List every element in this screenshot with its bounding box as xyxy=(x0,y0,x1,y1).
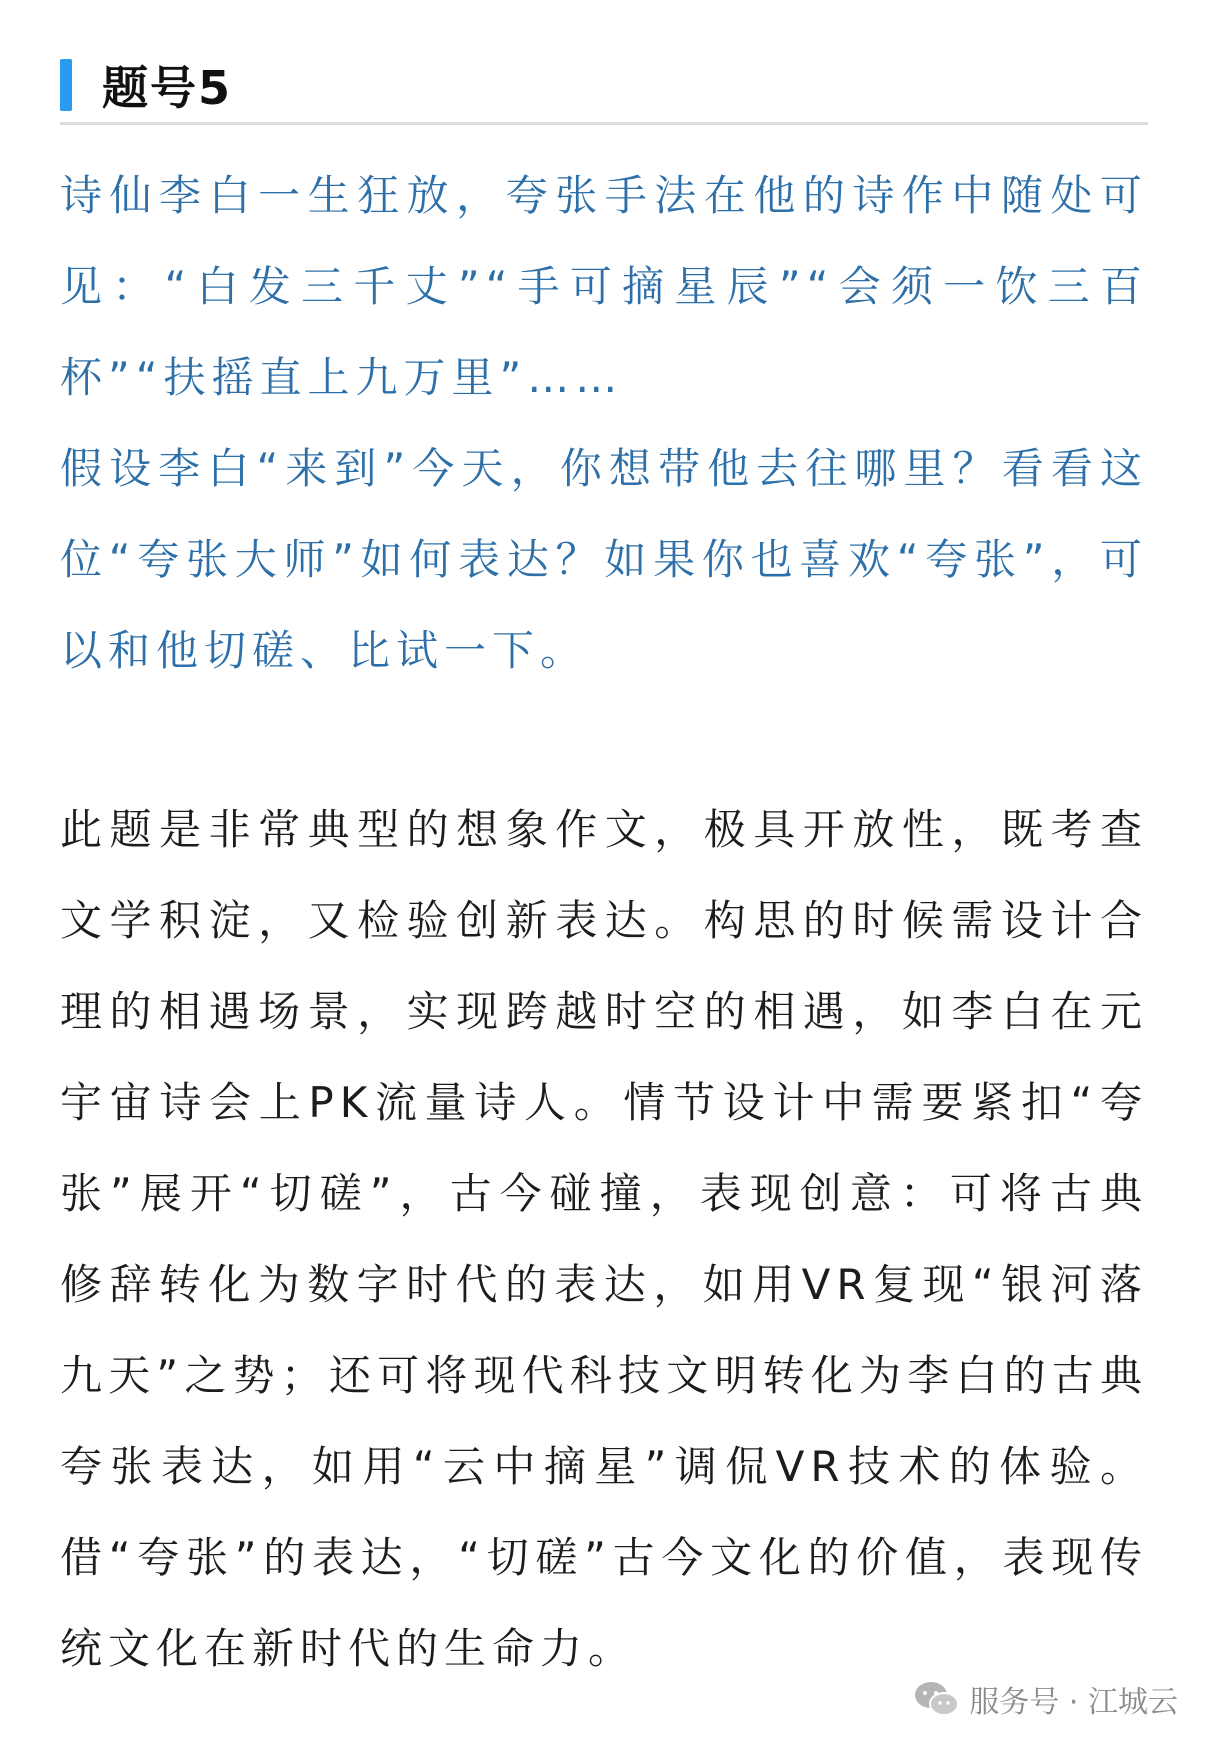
question-header xyxy=(60,52,232,118)
watermark xyxy=(913,1677,1178,1721)
divider xyxy=(60,122,1148,125)
prompt-paragraph: 假设李白“来到”今天，你想带他去往哪里？看看这位“夸张大师”如何表达？如果你也喜欢“夸张”，可以和他切磋、比试一下。 xyxy=(60,444,1148,675)
question-title: 题号5 xyxy=(102,61,233,115)
accent-bar xyxy=(60,59,72,111)
watermark-text: 服务号 · 江城云 xyxy=(969,1685,1178,1720)
question-prompt xyxy=(60,150,1148,696)
analysis-paragraph: 此题是非常典型的想象作文，极具开放性，既考查文学积淀，又检验创新表达。构思的时候需设计合理的相遇场景，实现跨越时空的相遇，如李白在元宇宙诗会上PK流量诗人。情节设计中需要紧扣“夸张”展开“切磋”，古今碰撞，表现创意：可将古典修辞转化为数字时代的表达，如用VR复现“银河落九天”之势；还可将现代科技文明转化为李白的古典夸张表达，如用“云中摘星”调侃VR技术的体验。借“夸张”的表达，“切磋”古今文化的价值，表现传统文化在新时代的生命力。 xyxy=(60,805,1148,1673)
prompt-paragraph: 诗仙李白一生狂放，夸张手法在他的诗作中随处可见：“白发三千丈”“手可摘星辰”“会须一饮三百杯”“扶摇直上九万里”…… xyxy=(60,171,1148,402)
analysis-text xyxy=(60,784,1148,1694)
wechat-icon xyxy=(913,1680,961,1718)
